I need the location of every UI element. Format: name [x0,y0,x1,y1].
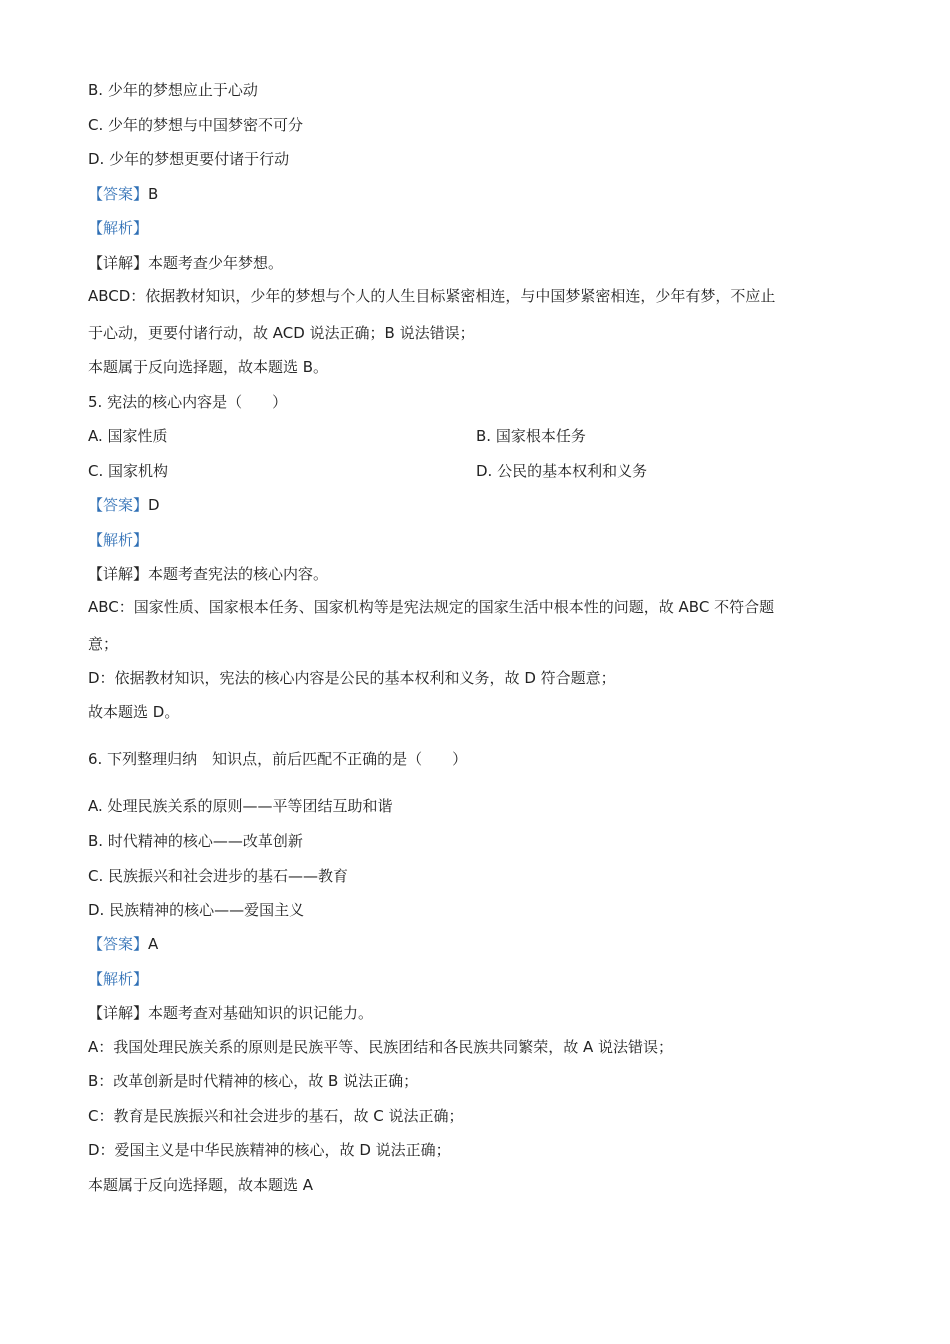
answer-tag: 【答案】 [88,185,149,203]
q6-answer-line [88,934,158,954]
q6-detail-line [88,1003,373,1023]
q6-explanation-end: 本题属于反向选择题，故本题选 A [88,1176,314,1194]
q5-answer-line [88,495,160,515]
q5-detail: 本题考查宪法的核心内容。 [148,565,329,583]
q4-option-b: B. 少年的梦想应止于心动 [88,81,258,99]
q6-option-a: A. 处理民族关系的原则——平等团结互助和谐 [88,797,393,815]
q4-explanation-1a: ABCD：依据教材知识，少年的梦想与个人的人生目标紧密相连，与中国梦紧密相连，少年有梦，不应止 [88,287,776,305]
q6-answer: A [148,935,159,953]
q4-analysis-tag: 【解析】 [88,219,149,237]
q6-stem: 6. 下列整理归纳 知识点，前后匹配不正确的是（ ） [88,750,468,768]
q6-option-d: D. 民族精神的核心——爱国主义 [88,901,305,919]
q6-detail: 本题考查对基础知识的识记能力。 [148,1004,374,1022]
q5-explanation-2: D：依据教材知识，宪法的核心内容是公民的基本权利和义务，故 D 符合题意； [88,669,616,687]
q4-explanation-2: 本题属于反向选择题，故本题选 B。 [88,358,329,376]
answer-tag: 【答案】 [88,935,149,953]
detail-tag: 【详解】 [88,254,149,272]
detail-tag: 【详解】 [88,565,149,583]
detail-tag: 【详解】 [88,1004,149,1022]
q6-explanation-a: A：我国处理民族关系的原则是民族平等、民族团结和各民族共同繁荣，故 A 说法错误； [88,1038,674,1056]
q5-answer: D [148,496,160,514]
q6-explanation-d: D：爱国主义是中华民族精神的核心，故 D 说法正确； [88,1141,451,1159]
q5-analysis-tag: 【解析】 [88,531,149,549]
q5-option-d: D. 公民的基本权利和义务 [476,462,648,480]
q5-explanation-1b: 意； [88,635,119,653]
q5-explanation-3: 故本题选 D。 [88,703,180,721]
q4-option-d: D. 少年的梦想更要付诸于行动 [88,150,290,168]
q6-explanation-c: C：教育是民族振兴和社会进步的基石，故 C 说法正确； [88,1107,464,1125]
q6-analysis-tag: 【解析】 [88,970,149,988]
q5-explanation-1a: ABC：国家性质、国家根本任务、国家机构等是宪法规定的国家生活中根本性的问题，故 ABC 不符合题 [88,598,775,616]
q6-explanation-b: B：改革创新是时代精神的核心，故 B 说法正确； [88,1072,419,1090]
q5-option-a: A. 国家性质 [88,427,168,445]
q4-answer-line [88,184,158,204]
q5-option-b: B. 国家根本任务 [476,427,586,445]
q5-detail-line [88,564,328,584]
q4-detail-line [88,253,283,273]
q4-detail: 本题考查少年梦想。 [148,254,284,272]
answer-tag: 【答案】 [88,496,149,514]
q4-answer: B [148,185,159,203]
q4-option-c: C. 少年的梦想与中国梦密不可分 [88,116,304,134]
q6-option-b: B. 时代精神的核心——改革创新 [88,832,303,850]
q5-stem: 5. 宪法的核心内容是（ ） [88,393,288,411]
q4-explanation-1b: 于心动，更要付诸行动，故 ACD 说法正确；B 说法错误； [88,324,475,342]
q6-option-c: C. 民族振兴和社会进步的基石——教育 [88,867,349,885]
q5-option-c: C. 国家机构 [88,462,169,480]
